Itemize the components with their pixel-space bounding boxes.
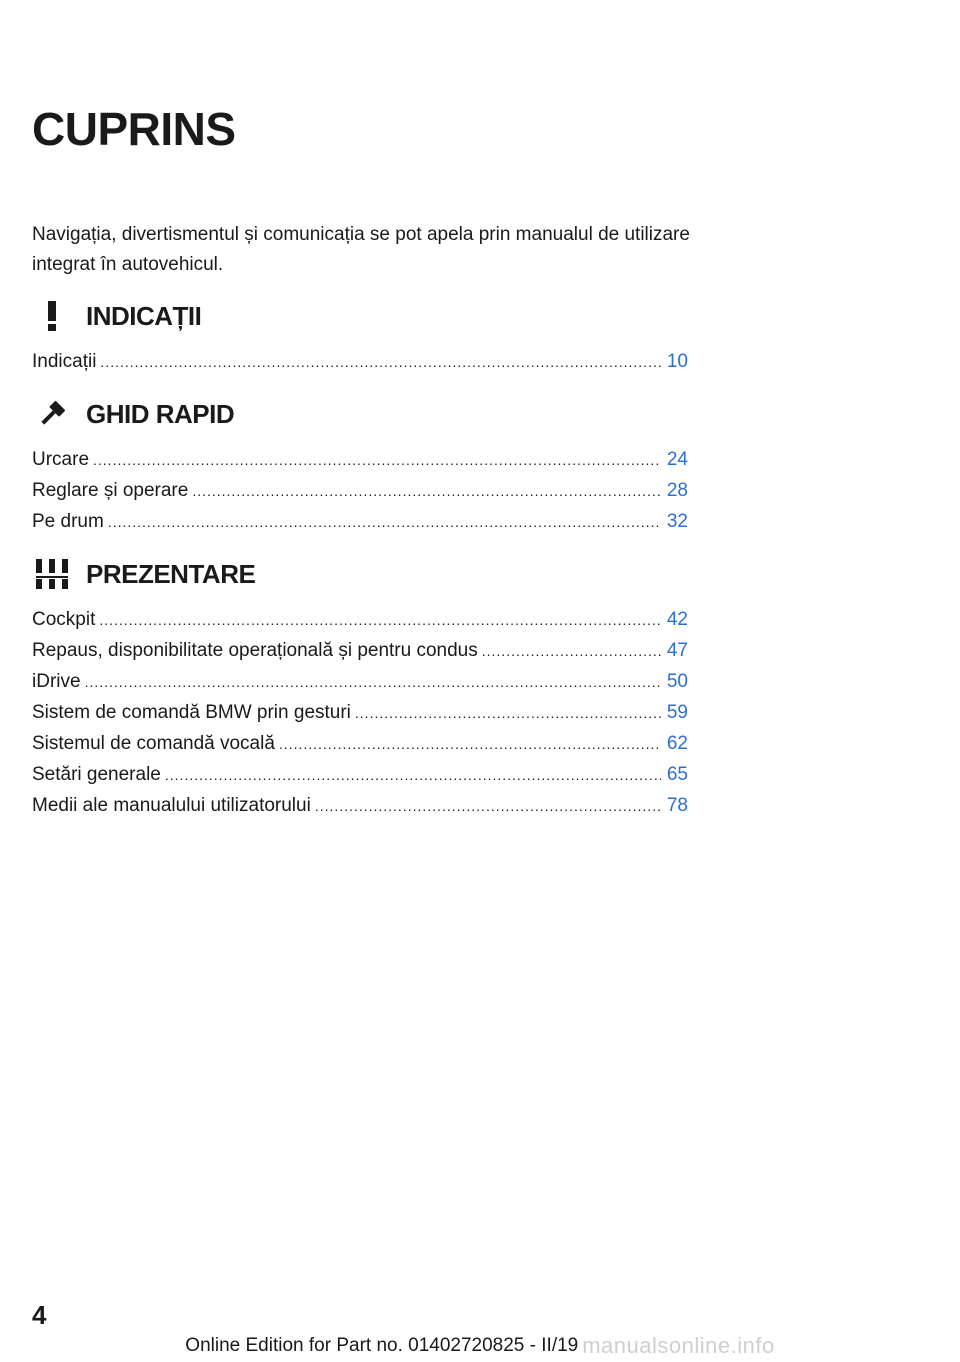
toc-item-urcare[interactable] <box>32 444 688 475</box>
page-number: 4 <box>32 1300 47 1330</box>
toc-label: Urcare <box>32 449 90 470</box>
toc-leader-dots <box>192 476 661 507</box>
toc-leader-dots <box>100 347 660 378</box>
toc-page-link[interactable]: 24 <box>666 449 688 470</box>
section-title: GHID RAPID <box>86 398 235 429</box>
toc-item-comanda-vocala[interactable] <box>32 728 688 759</box>
toc-label: Cockpit <box>32 609 96 630</box>
toc-page-link[interactable]: 47 <box>666 640 688 661</box>
toc-item-idrive[interactable] <box>32 666 688 697</box>
section-header <box>32 394 688 434</box>
page-title: CUPRINS <box>32 103 236 155</box>
toc-page-link[interactable]: 42 <box>666 609 688 630</box>
exclamation-icon <box>32 296 72 336</box>
toc-item-repaus[interactable] <box>32 635 688 666</box>
section-prezentare <box>32 554 688 821</box>
toc-page-link[interactable]: 59 <box>666 702 688 723</box>
section-header <box>32 296 688 336</box>
toc-page-link[interactable]: 50 <box>666 671 688 692</box>
toc-page-link[interactable]: 62 <box>666 733 688 754</box>
section-indicatii <box>32 296 688 377</box>
toc-label: Sistem de comandă BMW prin gesturi <box>32 702 351 723</box>
toc-leader-dots <box>355 698 661 729</box>
toc-page-link[interactable]: 28 <box>666 480 688 501</box>
toc-label: Sistemul de comandă vocală <box>32 733 275 754</box>
toc-item-setari-generale[interactable] <box>32 759 688 790</box>
toc-label: Indicații <box>32 351 97 372</box>
toc-leader-dots <box>315 791 661 822</box>
toc-leader-dots <box>482 636 661 667</box>
footer <box>0 1330 960 1362</box>
footer-edition: Online Edition for Part no. 01402720825 - II/19 <box>185 1335 579 1356</box>
section-header <box>32 554 688 594</box>
section-title: INDICAȚII <box>86 300 202 331</box>
toc-label: Repaus, disponibilitate operațională și pentru condus <box>32 640 478 661</box>
toc-item-pe-drum[interactable] <box>32 506 688 537</box>
section-title: PREZENTARE <box>86 558 256 589</box>
intro-text: Navigația, divertismentul și comunicația se pot apela prin manualul de utilizare integrat în autovehicul. <box>32 224 690 275</box>
toc-leader-dots <box>99 605 661 636</box>
footer-watermark: manualsonline.info <box>582 1333 775 1358</box>
toc-label: Setări generale <box>32 764 161 785</box>
toc-leader-dots <box>108 507 661 538</box>
toc-item-cockpit[interactable] <box>32 604 688 635</box>
toc-label: iDrive <box>32 671 81 692</box>
section-ghid-rapid <box>32 394 688 537</box>
toc-leader-dots <box>93 445 661 476</box>
toc-leader-dots <box>279 729 661 760</box>
toc-item-reglare[interactable] <box>32 475 688 506</box>
toc-page-link[interactable]: 10 <box>666 351 688 372</box>
toc-page-link[interactable]: 32 <box>666 511 688 532</box>
toc-item-gesturi[interactable] <box>32 697 688 728</box>
toc-leader-dots <box>165 760 661 791</box>
hammer-icon <box>32 394 72 434</box>
toc-item-medii-manual[interactable] <box>32 790 688 821</box>
toc-page-link[interactable]: 78 <box>666 795 688 816</box>
toc-label: Pe drum <box>32 511 104 532</box>
toc-leader-dots <box>85 667 661 698</box>
toc-page-link[interactable]: 65 <box>666 764 688 785</box>
grid-icon <box>32 554 72 594</box>
toc-label: Reglare și operare <box>32 480 189 501</box>
toc-label: Medii ale manualului utilizatorului <box>32 795 311 816</box>
toc-item-indicatii[interactable] <box>32 346 688 377</box>
